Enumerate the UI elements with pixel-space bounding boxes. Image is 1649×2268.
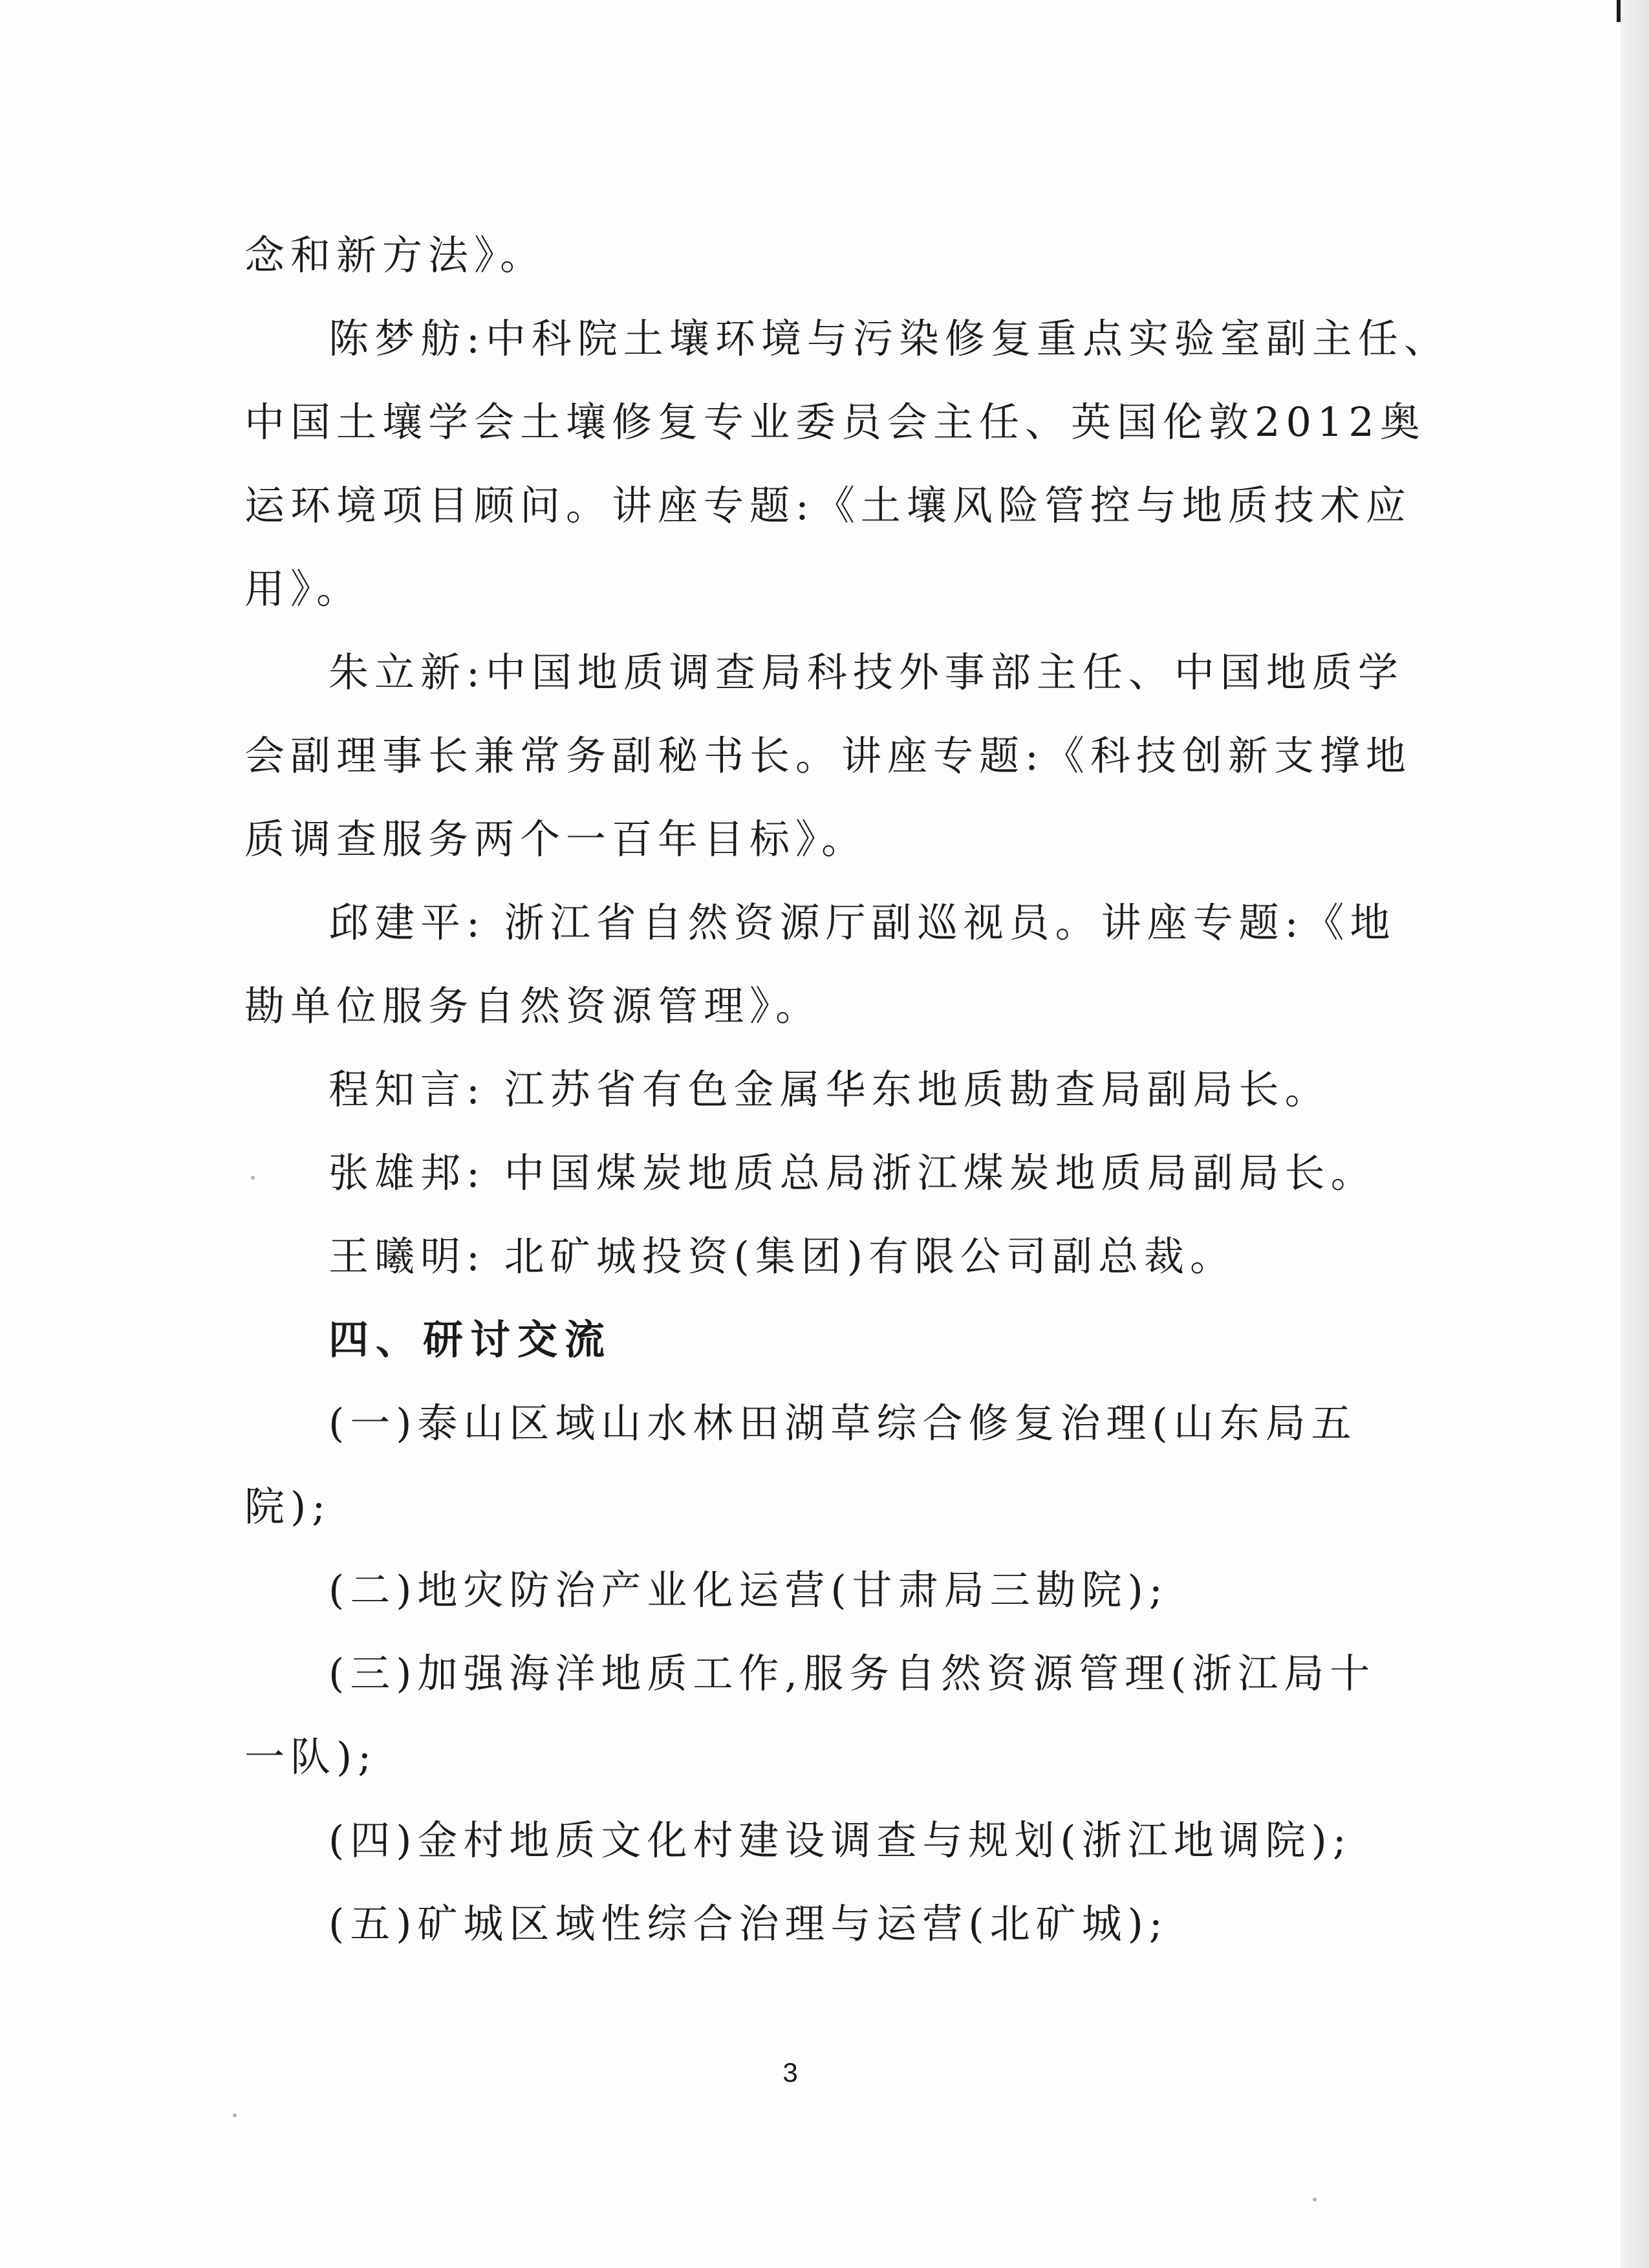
text-line-19: 一队); xyxy=(244,1733,378,1780)
scan-speck xyxy=(1313,2198,1317,2201)
discussion-item-2: (二)地灾防治产业化运营(甘肃局三勘院); xyxy=(329,1566,1169,1614)
text-line-5: 用》。 xyxy=(244,565,363,612)
paragraph-zhu-lixin: 朱立新:中国地质调查局科技外事部主任、中国地质学 xyxy=(329,649,1404,696)
text-line-4: 运环境项目顾问。讲座专题:《土壤风险管控与地质技术应 xyxy=(244,482,1412,529)
scan-speck xyxy=(251,1176,255,1180)
text-line-16: 院); xyxy=(244,1483,332,1530)
discussion-item-4: (四)金村地质文化村建设调查与规划(浙江地调院); xyxy=(329,1817,1352,1864)
page-number: 3 xyxy=(782,2057,798,2088)
text-line-1: 念和新方法》。 xyxy=(244,232,546,279)
scan-speck xyxy=(233,2113,237,2117)
text-line-8: 质调查服务两个一百年目标》。 xyxy=(244,815,868,863)
text-line-7: 会副理事长兼常务副秘书长。讲座专题:《科技创新支撑地 xyxy=(244,732,1412,779)
text-line-10: 勘单位服务自然资源管理》。 xyxy=(244,982,822,1030)
paragraph-zhang-xiongbang: 张雄邦: 中国煤炭地质总局浙江煤炭地质局副局长。 xyxy=(329,1149,1377,1196)
paragraph-wang-ximing: 王曦明: 北矿城投资(集团)有限公司副总裁。 xyxy=(329,1233,1236,1280)
paragraph-qiu-jianping: 邱建平: 浙江省自然资源厅副巡视员。讲座专题:《地 xyxy=(329,899,1396,946)
section-heading-discussion: 四、研讨交流 xyxy=(329,1316,612,1363)
discussion-item-1: (一)泰山区域山水林田湖草综合修复治理(山东局五 xyxy=(329,1399,1357,1447)
discussion-item-5: (五)矿城区域性综合治理与运营(北矿城); xyxy=(329,1900,1169,1947)
paragraph-cheng-zhiyan: 程知言: 江苏省有色金属华东地质勘查局副局长。 xyxy=(329,1066,1331,1113)
paragraph-chen-mengfang: 陈梦舫:中科院土壤环境与污染修复重点实验室副主任、 xyxy=(329,315,1450,362)
text-line-3: 中国土壤学会土壤修复专业委员会主任、英国伦敦2012奥 xyxy=(244,398,1426,446)
discussion-item-3: (三)加强海洋地质工作,服务自然资源管理(浙江局十 xyxy=(329,1650,1376,1697)
